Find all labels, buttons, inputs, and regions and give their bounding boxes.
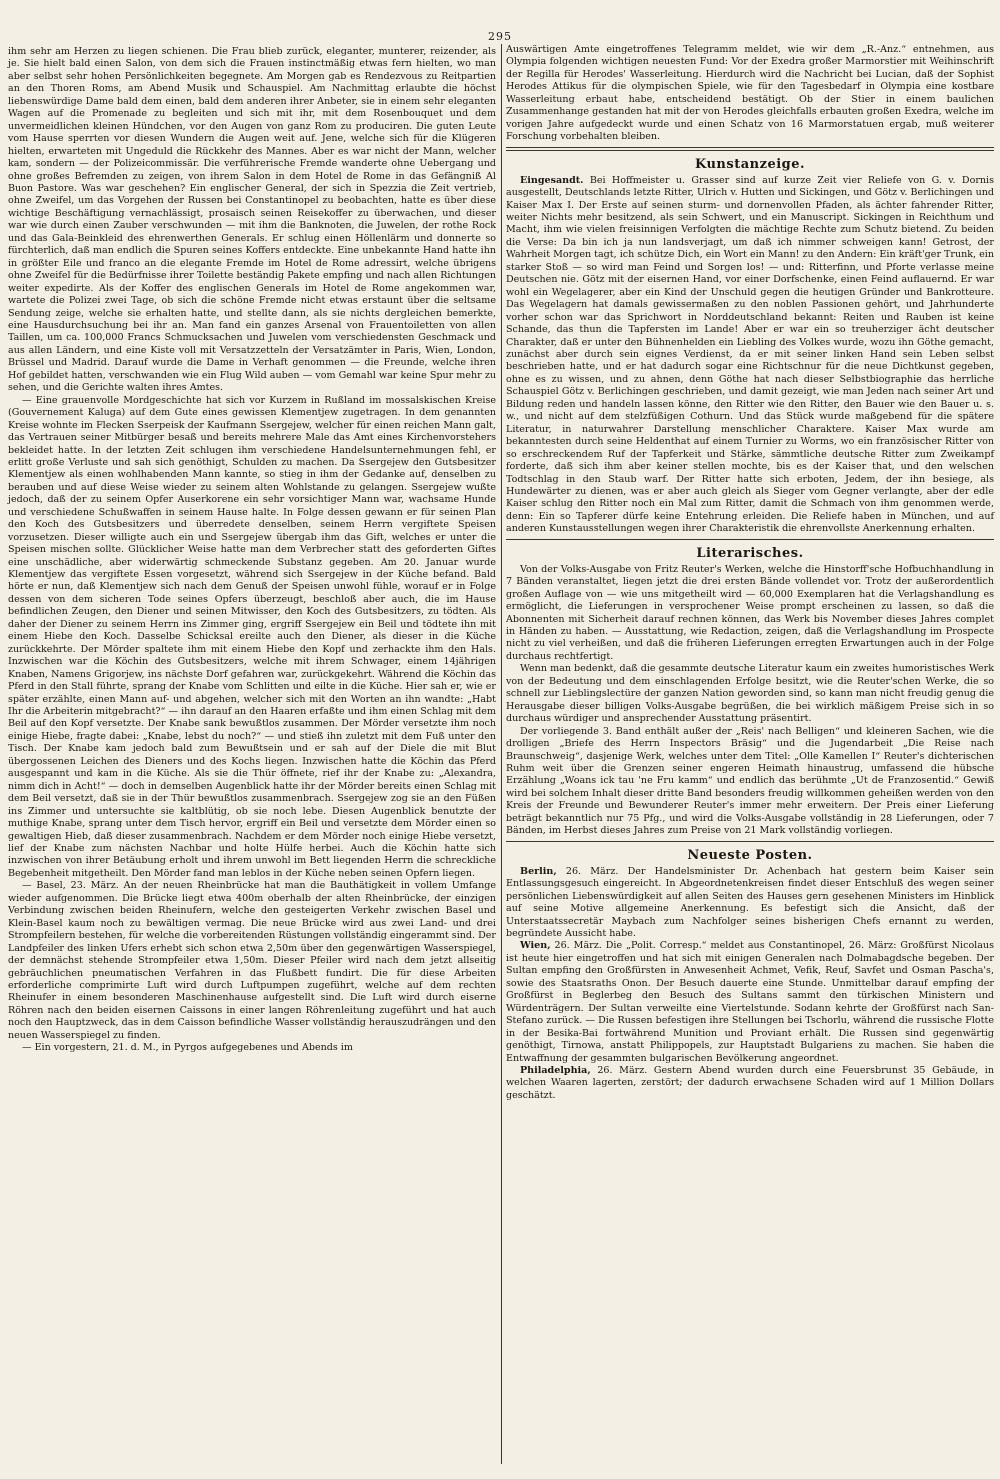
kunst-lead: Eingesandt. bbox=[520, 174, 584, 186]
section-divider bbox=[506, 539, 994, 540]
article-mordgeschichte: — Eine grauenvolle Mordgeschichte hat sich vor Kurzem in Rußland im mossalskischen Kreise (Gouvernement Kaluga) auf dem Gute eines gewissen Klementjew zugetragen. In dem genannten Kreise wohnte im Flecken Sserpeisk der Kaufmann Ssergejew, welcher für einen reichen Mann galt, das Vertrauen seiner Mitbürger besaß und bereits mehrere Male das Amt eines Kirchenvorstehers bekleidet hatte. In der letzten Zeit schlugen ihm verschiedene Handelsunternehmungen fehl, er erlitt große Verluste und sah sich genöthigt, Schulden zu machen. Da Ssergejew den Gutsbesitzer Klementjew als einen wohlhabenden Mann kannte, so stieg in ihm der Gedanke auf, denselben zu berauben und auf diese Weise wieder zu seinem alten Wohlstande zu gelangen. Ssergejew wußte jedoch, daß der zu seinem Opfer Auserkorene ein sehr vorsichtiger Mann war, wachsame Hunde und verschiedene Schußwaffen in seinem Hause halte. In Folge dessen gewann er für seinen Plan den Koch des Gutsbesitzers und überredete denselben, seinem Herrn vergiftete Speisen vorzusetzen. Dieser willigte auch ein und Ssergejew übergab ihm das Gift, welches er unter die Speisen mischen sollte. Glücklicher Weise hatte man dem Verbrecher statt des geforderten Giftes eine unschädliche, aber widerwärtig schmeckende Substanz gegeben. Am 20. Januar wurde Klementjew das vergiftete Essen vorgesetzt, während sich Ssergejew in der Küche befand. Bald hörte er nun, daß Klementjew sich nach dem Genuß der Speisen unwohl fühle, worauf er in Folge dessen von dem sicheren Tode seines Opfers überzeugt, beschloß aber auch, die im Hause befindlichen Zeugen, den Diener und seinen Mitwisser, den Koch des Gutsbesitzers, zu tödten. Als daher der Diener zu seinem Herrn ins Zimmer ging, ergriff Ssergejew ein Beil und tödtete ihn mit einem Hiebe den Koch. Dasselbe Schicksal ereilte auch den Diener, als dieser in die Küche zurückkehrte. Der Mörder spaltete ihm mit einem Hiebe den Kopf und zerhackte ihm den Hals. Inzwischen war die Köchin des Gutsbesitzers, welche mit ihrem Schwager, einem 14jährigen Knaben, Namens Grigorjew, ins nächste Dorf gefahren war, zurückgekehrt. Während die Köchin das Pferd in den Stall führte, sprang der Knabe vom Schlitten und eilte in die Küche. Hier sah er, wie er später erzählte, einen Mann auf- und abgehen, welcher sich mit den Worten an ihn wandte: „Habt Ihr die Arbeiterin mitgebracht?“ — ihn darauf an den Haaren erfaßte und ihm einen Schlag mit dem Beil auf den Kopf versetzte. Der Knabe sank bewußtlos zusammen. Der Mörder versetzte ihm noch einige Hiebe, fragte dabei: „Knabe, lebst du noch?“ — und stieß ihn zuletzt mit dem Fuß unter den Tisch. Der Knabe kam jedoch bald zum Bewußtsein und er sah auf der Diele die mit Blut übergossenen Leichen des Dieners und des Kochs liegen. Inzwischen hatte die Köchin das Pferd ausgespannt und kam in die Küche. Als sie die Thür öffnete, rief ihr der Knabe zu: „Alexandra, nimm dich in Acht!“ — doch in demselben Augenblick hatte ihr der Mörder bereits einen Schlag mit dem Beil versetzt, daß sie in der Thür bewußtlos zusammenbrach. Ssergejew zog sie an den Füßen ins Zimmer und untersuchte sie kaltblütig, ob sie noch lebe. Diesen Augenblick benutzte der muthige Knabe, sprang unter dem Tisch hervor, ergriff ein Beil und versetzte dem Mörder einen so gewaltigen Hieb, daß dieser zusammenbrach. Nachdem er dem Mörder noch einige Hiebe versetzt, lief der Knabe zum nächsten Nachbar und holte Hülfe herbei. Auch die Köchin hatte sich inzwischen von ihrer Betäubung erholt und ihrem unwohl im Bett liegenden Herrn die schreckliche Begebenheit mitgetheilt. Den Mörder fand man leblos in der Küche neben seinen Opfern liegen. bbox=[8, 394, 496, 879]
article-olympia: Auswärtigen Amte eingetroffenes Telegramm meldet, wie wir dem „R.-Anz.“ entnehmen, aus Olympia folgenden wichtigen neuesten Fund: Vor der Exedra großer Marmorstier mit Weihinschrift der Regilla für Herodes' Wasserleitung. Hierdurch wird die Nachricht bei Lucian, daß der Sophist Herodes Attikus für die olympischen Spiele, wie für den Tagesbedarf in Olympia eine kostbare Wasserleitung erbaut habe, entscheidend bestätigt. Ob der Stier in einem baulichen Zusammenhange gestanden hat mit der von Herodes gleichfalls erbauten großen Exedra, welche im vorigen Jahre aufgedeckt wurde und einen Schatz von 16 Marmorstatuen ergab, muß weiterer Forschung vorbehalten bleiben. bbox=[506, 44, 994, 143]
lit-paragraph: Von der Volks-Ausgabe von Fritz Reuter's Werken, welche die Hinstorff'sche Hofbuchhandlung in 7 Bänden veranstaltet, liegen jetzt die drei ersten Bände vollendet vor. Trotz der außerordentlich großen Auflage von — wie uns mitgetheilt wird — 60,000 Exemplaren hat die Verlagshandlung es ermöglicht, die Lieferungen in versprochener Weise prompt erscheinen zu lassen, so daß die Abonnenten mit Sicherheit darauf rechnen können, das Werk bis November dieses Jahres complet in Händen zu haben. — Ausstattung, wie Redaction, zeigen, daß die Verlagshandlung im Prospecte nicht zu viel verheißen, und daß die früheren Lieferungen erregten Erwartungen auch in der Folge durchaus rechtfertigt. bbox=[506, 563, 994, 662]
post-philadelphia: 26. März. Gestern Abend wurden durch eine Feuersbrunst 35 Gebäude, in welchen Waaren lagerten, zerstört; der dadurch erwachsene Schaden wird auf 1 Million Dollars geschätzt. bbox=[506, 1064, 994, 1101]
heading-kunstanzeige: Kunstanzeige. bbox=[694, 156, 806, 172]
dateline-berlin: Berlin, bbox=[520, 865, 557, 877]
dateline-wien: Wien, bbox=[520, 940, 551, 952]
article-pyrgos: — Ein vorgestern, 21. d. M., in Pyrgos aufgegebenes und Abends im bbox=[22, 1042, 353, 1054]
page-number: 295 bbox=[488, 30, 512, 43]
post-wien: 26. März. Die „Polit. Corresp.“ meldet aus Constantinopel, 26. März: Großfürst Nicolaus ist heute hier eingetroffen und hat sich mit einigen Generalen nach Dolmabagdsche begeben. Der Sultan empfing den Großfürsten in Anwesenheit Achmet, Vefik, Reuf, Savfet und Osman Pascha's, sowie des Staatsraths Onon. Der Besuch dauerte eine Stunde. Unmittelbar darauf empfing der Großfürst in Beglerbeg den Besuch des Sultans sammt den türkischen Ministern und Würdenträgern. Der Sultan verweilte eine Viertelstunde. Sodann kehrte der Großfürst nach San-Stefano zurück. — Die Russen befestigen ihre Stellungen bei Tschorlu, während die russische Flotte in der Besika-Bai fortwährend Munition und Proviant erhält. Die Russen sind gegenwärtig genöthigt, Tirnowa, anstatt Philippopels, zur Hauptstadt Bulgariens zu machen. Sie haben die Entwaffnung der gesammten bulgarischen Bevölkerung angeordnet. bbox=[506, 940, 994, 1064]
left-column bbox=[8, 46, 496, 1055]
kunst-text: Bei Hoffmeister u. Grasser sind auf kurze Zeit vier Reliefe von G. v. Dornis ausgestellt, Deutschlands letzte Ritter, Ulrich v. Hutten und Sickingen, und Götz v. Berlichingen und Kaiser Max I. Der Erste auf seinen sturm- und dornenvollen Pfaden, als ächter fahrender Ritter, weiter Nichts mehr besitzend, als sein Schwert, und ein Manuscript. Sickingen in Reichthum und Macht, ihm wie vielen freisinnigen Verfolgten die mächtige Rechte zum Schutz bietend. Zu beiden die Verse: Da bin ich ja nun landsverjagt, um daß ich nimmer schweigen kann! Getrost, der Wahrheit Morgen tagt, ich schütze Dich, ein Wort ein Mann! zu den Andern: Ein kräft'ger Trunk, ein starker Stoß — so wird man Feind und Sorgen los! — und: Ritterfinn, und Pforte verlasse meine Deutschen nie. Götz mit der eisernen Hand, vor einer Dorfschenke, einen Feind auflauernd. Er war wohl ein Wegelagerer, aber ein Kind der Unschuld gegen die heutigen Gründer und Bankrotteure. Das Wegelagern hat damals gewissermaßen zu den noblen Passionen gehört, und Jahrhunderte vorher schon war das Sprichwort in Norddeutschland bekannt: Reiten und Rauben ist keine Schande, das thun die Tapfersten im Lande! Aber er war ein so treuherziger ächt deutscher Charakter, daß er unter den Bühnenhelden ein Liebling des Volkes wurde, wozu ihn Göthe gemacht, zunächst aber durch sein eignes Verdienst, da er mit seiner linken Hand sein Leben selbst beschrieben hatte, und er hat dadurch sogar eine Richtschnur für die neue Dichtkunst gegeben, ohne es zu wissen, und zu ahnen, denn Göthe hat nach dieser Selbstbiographie das herrliche Schauspiel Götz v. Berlichingen geschrieben, und damit gezeigt, wie man Jeden nach seiner Art und Bildung reden und handeln lassen könne, den Ritter wie den Ritter, den Bauer wie den Bauer u. s. w., und nicht auf dem stelzfüßigen Cothurn. Und das Stück wurde maßgebend für die spätere Literatur, in naturwahrer Darstellung menschlicher Charaktere. Kaiser Max wurde am bekanntesten durch seine Heldenthat auf einem Turnier zu Worms, wo ein französischer Ritter von so erschreckendem Ruf der Tapferkeit und Stärke, sämmtliche deutsche Ritter zum Zweikampf forderte, daß sich ihm aber keiner stellen mochte, bis es der Kaiser that, und den welschen Todtschlag in den Staub warf. Der Ritter hatte sich erboten, Jedem, der ihn besiege, als Hundewärter zu dienen, was er aber auch gleich als Sieger vom Gegner verlangte, aber der edle Kaiser schlug den Ritter noch ein Mal zum Ritter, damit die Schmach von ihm genommen werde, denn: Ein so Tapferer dürfe keine Entehrung erleiden. Die Reliefe haben in München, und auf anderen Kunstausstellungen wegen ihrer Charakteristik die ehrenvollste Anerkennung erhalten. bbox=[506, 174, 994, 535]
article-roman-hotel: ihm sehr am Herzen zu liegen schienen. Die Frau blieb zurück, eleganter, munterer, reizender, als je. Sie hielt bald einen Salon, von dem sich die Frauen instinctmäßig etwas fern hielten, wo man aber selbst sehr hohen Persönlichkeiten begegnete. Am Morgen gab es Rendezvous zu Reitpartien an den Thoren Roms, am Abend Musik und Schauspiel. Am Nachmittag erlaubte die höchst liebenswürdige Dame bald dem einen, bald dem anderen ihrer Anbeter, sie in einem sehr eleganten Wagen auf die Promenade zu begleiten und sich mit ihr, mit dem Rosenbouquet und dem unvermeidlichen kleinen Hündchen, vor den Augen von ganz Rom zu produciren. Die guten Leute vom Hause sperrten vor diesen Wundern die Augen weit auf. Jene, welche sich für die Klügeren hielten, erwarteten mit Ungeduld die Rückkehr des Mannes. Aber es war nicht der Mann, welcher kam, sondern — der Polizeicommissär. Die verführerische Fremde wanderte ohne Uebergang und ohne großes Befremden zu zeigen, von ihrem Salon in dem Hotel de Rome in das Gefängniß Al Buon Pastore. Was war geschehen? Ein englischer General, der sich in Spezzia die Zeit vertrieb, ohne Zweifel, um das Vorgehen der Russen bei Constantinopel zu beobachten, hatte es über diese wichtige Beschäftigung vernachlässigt, prosaisch seinen Reisekoffer zu überwachen, und dieser war wie durch einen Zauber verschwunden — mit ihm die Banknoten, die Juwelen, der rothe Rock und das Gala-Beinkleid des ehrenwerthen Generals. Er schlug einen Höllenlärm und donnerte so fürchterlich, daß man endlich die Spuren seines Koffers entdeckte. Eine unbekannte Hand hatte ihn in größter Eile und franco an die elegante Fremde im Hotel de Rome adressirt, welche übrigens ohne Zweifel für die Bedürfnisse ihrer Toilette beständig Pakete empfing und nach allen Richtungen weiter expedirte. Als der Koffer des englischen Generals im Hotel de Rome angekommen war, wartete die Polizei zwei Tage, ob sich die schöne Fremde nicht etwas erstaunt über die seltsame Sendung zeige, welche sie erhalten hatte, und stellte dann, als sie nichts dergleichen bemerkte, eine Hausdurchsuchung bei ihr an. Man fand ein ganzes Arsenal von Frauentoiletten von allen Taillen, um ca. 100,000 Francs Schmucksachen und Juwelen vom verschiedensten Geschmack und aus allen Ländern, und eine Kiste voll mit Versatzzetteln der Versatzämter in Paris, Wien, London, Brüssel und Madrid. Darauf wurde die Dame in Verhaft genommen — die Freunde, welche ihren Hof gebildet hatten, verschwanden wie ein Flug Wild auben — vom Gemahl war keine Spur mehr zu sehen, und die Gerichte walten ihres Amtes. bbox=[8, 46, 496, 394]
heading-neueste-posten: Neueste Posten. bbox=[687, 847, 813, 863]
article-basel-rheinbruecke: — Basel, 23. März. An der neuen Rheinbrücke hat man die Bauthätigkeit in vollem Umfange wieder aufgenommen. Die Brücke liegt etwa 400m oberhalb der alten Rheinbrücke, der einzigen Verbindung zwischen beiden Rheinufern, welche den gesteigerten Verkehr zwischen Basel und Klein-Basel kaum noch zu bewältigen vermag. Die neue Brücke wird aus zwei Land- und drei Strompfeilern bestehen, für welche die vorbereitenden Rüstungen vollständig eingerammt sind. Der Landpfeiler des linken Ufers erhebt sich schon etwa 2,50m über den gegenwärtigen Wasserspiegel, der demnächst stehende Strompfeiler etwa 1,50m. Dieser Pfeiler wird nach dem jetzt allseitig gebräuchlichen pneumatischen Verfahren in das Flußbett fundirt. Die für diese Arbeiten erforderliche comprimirte Luft wird durch Luftpumpen zugeführt, welche auf dem rechten Rheinufer in einem besonderen Maschinenhause aufgestellt sind. Die Luft wird durch eiserne Röhren nach den beiden eisernen Caissons in einer langen Röhrenleitung zugeführt und hat auch noch den Hauptzweck, das in dem Caisson befindliche Wasser vollständig herauszudrängen und den neuen Wasserspiegel zu finden. bbox=[8, 880, 496, 1041]
section-divider bbox=[506, 147, 994, 151]
section-divider bbox=[506, 841, 994, 842]
right-column bbox=[506, 44, 994, 1102]
lit-paragraph: Der vorliegende 3. Band enthält außer der „Reis' nach Belligen“ und kleineren Sachen, wie die drolligen „Briefe des Herrn Inspectors Bräsig“ und die Jugendarbeit „Die Reise nach Braunschweig“, dasjenige Werk, welches unter dem Titel: „Olle Kamellen I“ Reuter's dichterischen Ruhm weit über die Grenzen seiner engeren Heimath hinaustrug, umfassend die hübsche Erzählung „Woans ick tau 'ne Fru kamm“ und endlich das berühmte „Ut de Franzosentid.“ Gewiß wird bei solchem Inhalt dieser dritte Band besonders freudig willkommen geheißen werden von den Kreis der Freunde und Bewunderer Reuter's immer mehr erweitern. Der Preis einer Lieferung beträgt bekanntlich nur 75 Pfg., und wird die Volks-Ausgabe vollständig in 28 Lieferungen, oder 7 Bänden, im Herbst dieses Jahres zum Preise von 21 Mark vollständig vorliegen. bbox=[506, 725, 994, 837]
post-berlin: 26. März. Der Handelsminister Dr. Achenbach hat gestern beim Kaiser sein Entlassungsgesuch eingereicht. In Abgeordnetenkreisen findet dieser Entschluß des wegen seiner persönlichen Liebenswürdigkeit auf allen Seiten des Hauses gern gesehenen Ministers im Hinblick auf seine Motive allgemeine Anerkennung. Es befestigt sich die Ansicht, daß der Unterstaatssecretär Maybach zum Nachfolger seines bisherigen Chefs ernannt zu werden, begründete Aussicht habe. bbox=[506, 865, 994, 939]
heading-literarisches: Literarisches. bbox=[696, 545, 804, 561]
dateline-philadelphia: Philadelphia, bbox=[520, 1064, 591, 1076]
lit-paragraph: Wenn man bedenkt, daß die gesammte deutsche Literatur kaum ein zweites humoristisches Werk von der Bedeutung und dem einschlagenden Erfolge besitzt, wie die Reuter'schen Werke, die so schnell zur Lieblingslectüre der ganzen Nation geworden sind, so kann man nicht freudig genug die Herausgabe dieser billigen Volks-Ausgabe begrüßen, die bei wirklich mäßigem Preise sich in so durchaus würdiger und ansprechender Ausstattung präsentirt. bbox=[506, 663, 994, 725]
column-rule bbox=[501, 44, 502, 1464]
